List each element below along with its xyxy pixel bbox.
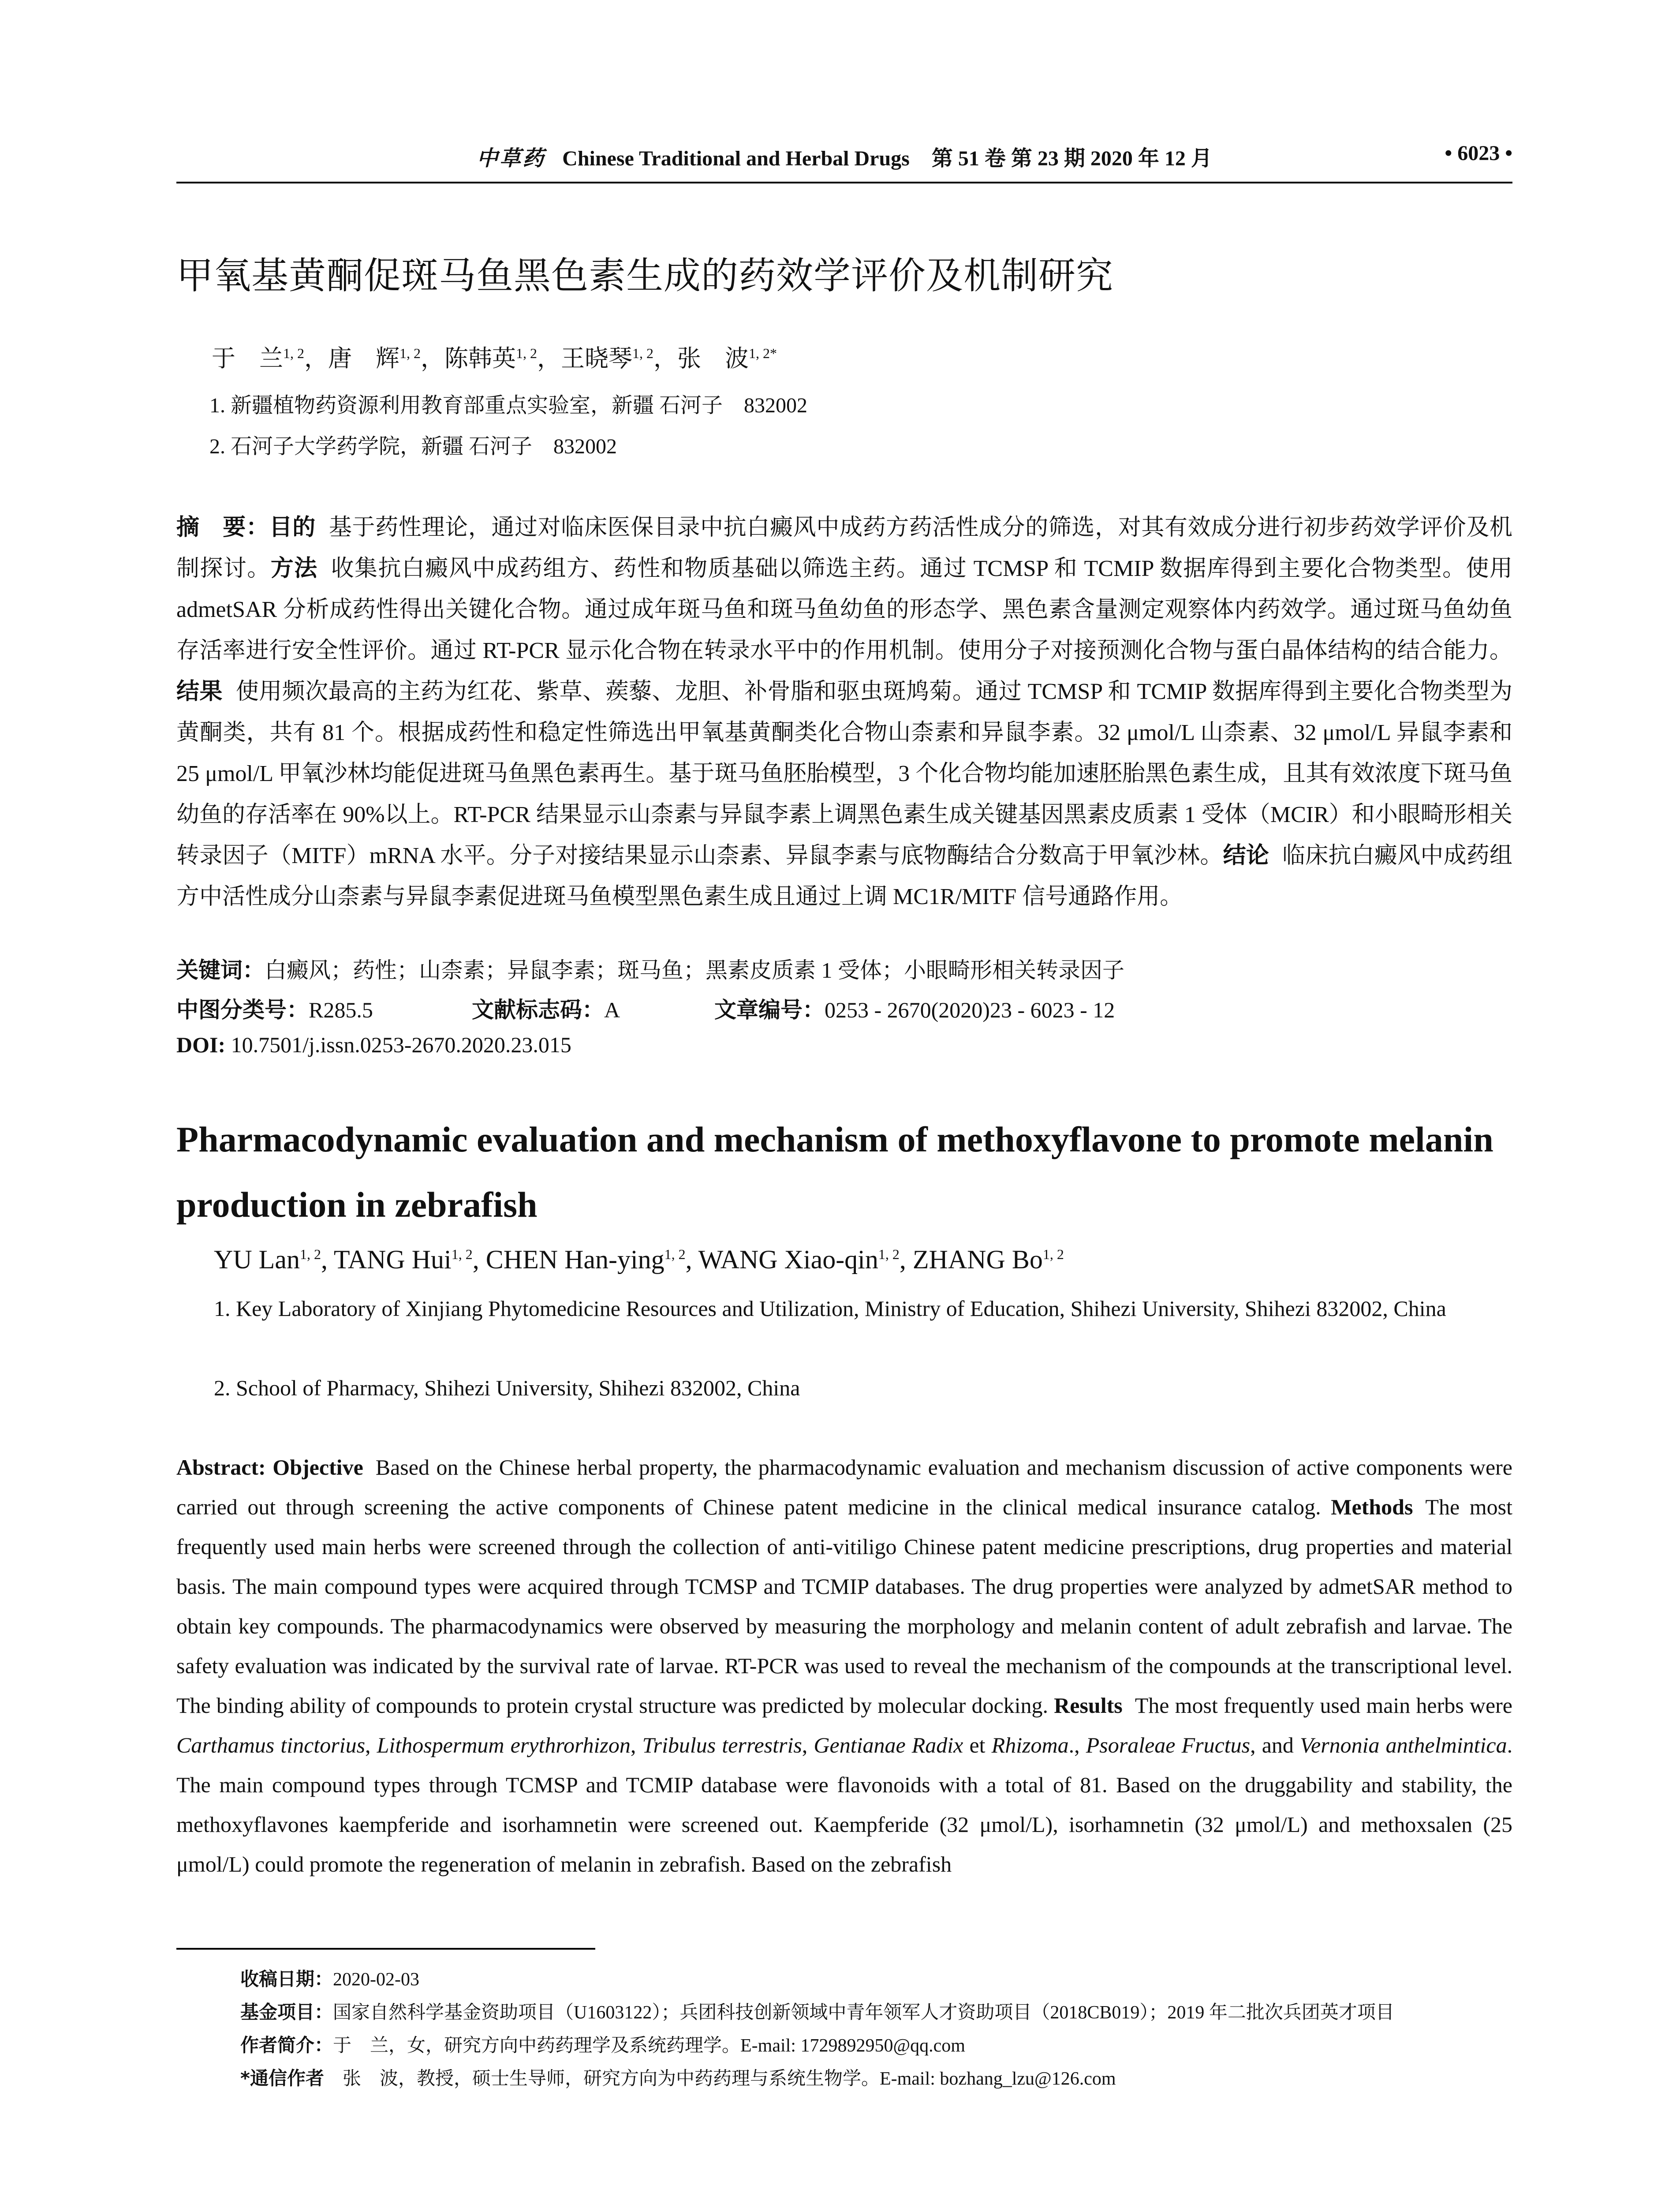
author-affiliation-mark: 1, 2 (516, 345, 537, 361)
author-affiliation-mark: 1, 2 (1042, 1246, 1064, 1262)
footnote-received (240, 1965, 419, 1991)
results-label-en: Results (1054, 1693, 1123, 1718)
footnote-author-bio (240, 2031, 965, 2057)
clc-value: R285.5 (309, 998, 373, 1022)
author-cn (328, 345, 444, 372)
objective-text-en: Based on the Chinese herbal property, the pharmacodynamic evaluation and mechanism discussion of active components were carried out through screening the active components of Chinese patent medicine in the clinical medical insurance catalog. (176, 1455, 1512, 1519)
methods-label-cn: 方法 (270, 555, 318, 582)
affiliation-en-2: 2. School of Pharmacy, Shihezi University, Shihezi 832002, China (214, 1375, 800, 1400)
footnote-label: 作者简介： (240, 2034, 333, 2056)
herb-name: Vernonia anthelmintica (1300, 1733, 1507, 1757)
herb-name: Carthamus tinctorius (176, 1733, 366, 1757)
author-separator: ， (421, 345, 444, 372)
footnote-text: 张 波，教授，硕士生导师，研究方向为中药药理与系统生物学。E-mail: bozhang_lzu@126.com (324, 2069, 1116, 2089)
footnote-corresponding-author (240, 2064, 1116, 2090)
herb-name: Gentianae Radix (814, 1733, 963, 1757)
author-name: TANG Hui (333, 1245, 452, 1274)
author-affiliation-mark: 1, 2 (399, 345, 421, 361)
footnote-funding (240, 1998, 1394, 2024)
author-affiliation-mark: 1, 2 (299, 1246, 321, 1262)
author-en (486, 1245, 698, 1274)
author-cn (561, 345, 677, 372)
keywords-text: 白癜风；药性；山柰素；异鼠李素；斑马鱼；黑素皮质素 1 受体；小眼畸形相关转录因子 (265, 958, 1124, 983)
footnote-text: 国家自然科学基金资助项目（U1603122）；兵团科技创新领域中青年领军人才资助项目（2018CB019）；2019 年二批次兵团英才项目 (333, 2003, 1394, 2023)
author-separator: ， (304, 345, 328, 372)
abstract-label-en: Abstract: (176, 1455, 266, 1480)
abstract-cn (176, 507, 1512, 917)
author-affiliation-mark: 1, 2* (749, 345, 777, 361)
article-no-cell (714, 992, 1115, 1024)
conclusion-label-cn: 结论 (1223, 842, 1269, 869)
objective-label-cn: 目的 (269, 514, 316, 541)
herb-name: Lithospermum erythrorhizon (377, 1733, 631, 1757)
objective-text-cn: 基于药性理论，通过对临床医保目录中抗白癜风中成药方药活性成分的筛选，对其有效成分进行初步药效学评价及机制探讨。 (176, 515, 1512, 581)
doi-value: 10.7501/j.issn.0253-2670.2020.23.015 (231, 1032, 571, 1057)
author-separator: , (472, 1245, 486, 1274)
author-separator: ， (537, 345, 561, 372)
author-name: WANG Xiao-qin (698, 1245, 878, 1274)
author-separator: , (321, 1245, 334, 1274)
keywords-line (176, 953, 1124, 984)
classification-line (176, 992, 1115, 1024)
journal-name-en: Chinese Traditional and Herbal Drugs (562, 147, 910, 170)
methods-text-en: The most frequently used main herbs were screened through the collection of anti-vitiligo Chinese patent medicine prescriptions, drug properties and material basis. The main compound types were acquired through TCMSP and TCMIP databases. The drug properties were analyzed by admetSAR method to obtain key compounds. The pharmacodynamics were observed by measuring the morphology and melanin content of adult zebrafish and larvae. The safety evaluation was indicated by the survival rate of larvae. RT-PCR was used to reveal the mechanism of the compounds at the transcriptional level. The binding ability of compounds to protein crystal structure was predicted by molecular docking. (176, 1495, 1512, 1718)
doc-code-cell (472, 992, 714, 1024)
abstract-label-cn: 摘 要： (176, 514, 269, 541)
author-list-en (214, 1245, 1064, 1275)
footnote-label: *通信作者 (240, 2067, 324, 2089)
author-name: 陈韩英 (444, 345, 516, 372)
running-header (176, 141, 1512, 183)
author-cn (444, 345, 561, 372)
doi-line (176, 1032, 571, 1058)
doi-label: DOI: (176, 1032, 226, 1057)
affiliation-cn-1: 1. 新疆植物药资源利用教育部重点实验室，新疆 石河子 832002 (209, 394, 808, 417)
results-intro-en: The most frequently used main herbs were (1135, 1693, 1513, 1718)
article-no-value: 0253 - 2670(2020)23 - 6023 - 12 (825, 998, 1115, 1022)
running-header-center (176, 141, 1512, 172)
clc-cell (176, 992, 472, 1024)
author-en (698, 1245, 913, 1274)
abstract-en: Abstract: Objective Based on the Chinese herbal property, the pharmacodynamic evaluation and mechanism discussion of active components were carried out through screening the active components of Chinese patent medicine in the clinical medical insurance catalog. Methods The most frequently used main herbs were screened through the collection of anti-vitiligo Chinese patent medicine prescriptions, drug properties and material basis. The main compound types were acquired through TCMSP and TCMIP databases. The drug properties were analyzed by admetSAR method to obtain key compounds. The pharmacodynamics were observed by measuring the morphology and melanin content of adult zebrafish and larvae. The safety evaluation was indicated by the survival rate of larvae. RT-PCR was used to reveal the mechanism of the compounds at the transcriptional level. The binding ability of compounds to protein crystal structure was predicted by molecular docking. Results The most frequently used main herbs were Carthamus tinctorius, Lithospermum erythrorhizon, Tribulus terrestris, Gentianae Radix et Rhizoma., Psoraleae Fructus, and Vernonia anthelmintica. The main compound types through TCMSP and TCMIP database were flavonoids with a total of 81. Based on the druggability and stability, the methoxyflavones kaempferide and isorhamnetin were screened out. Kaempferide (32 μmol/L), isorhamnetin (32 μmol/L) and methoxsalen (25 μmol/L) could promote the regeneration of melanin in zebrafish. Based on the zebrafish (176, 1455, 1513, 1876)
author-name: 唐 辉 (328, 345, 399, 372)
author-separator: ， (653, 345, 677, 372)
affiliation-cn-2: 2. 石河子大学药学院，新疆 石河子 832002 (209, 435, 617, 458)
author-name: 王晓琴 (561, 345, 632, 372)
results-text-cn: 使用频次最高的主药为红花、紫草、蒺藜、龙胆、补骨脂和驱虫斑鸠菊。通过 TCMSP 和 TCMIP 数据库得到主要化合物类型为黄酮类，共有 81 个。根据成药性和稳定性筛选出甲氧基黄酮类化合物山柰素和异鼠李素。32 μmol/L 山柰素、32 μmol/L 异鼠李素和 25 μmol/L 甲氧沙林均能促进斑马鱼黑色素再生。基于斑马鱼胚胎模型，3 个化合物均能加速胚胎黑色素生成，且其有效浓度下斑马鱼幼鱼的存活率在 90%以上。RT-PCR 结果显示山柰素与异鼠李素上调黑色素生成关键基因黑素皮质素 1 受体（MCIR）和小眼畸形相关转录因子（MITF）mRNA 水平。分子对接结果显示山柰素、异鼠李素与底物酶结合分数高于甲氧沙林。 (176, 679, 1512, 868)
objective-label-en: Objective (273, 1455, 363, 1480)
methods-text-cn: 收集抗白癜风中成药组方、药性和物质基础以筛选主药。通过 TCMSP 和 TCMIP 数据库得到主要化合物类型。使用 admetSAR 分析成药性得出关键化合物。通过成年斑马鱼和斑马鱼幼鱼的形态学、黑色素含量测定观察体内药效学。通过斑马鱼幼鱼存活率进行安全性评价。通过 RT-PCR 显示化合物在转录水平中的作用机制。使用分子对接预测化合物与蛋白晶体结构的结合能力。 (176, 556, 1512, 663)
author-name: YU Lan (214, 1245, 300, 1274)
herb-name: Psoraleae Fructus (1086, 1733, 1251, 1757)
clc-label: 中图分类号： (176, 997, 309, 1023)
author-affiliation-mark: 1, 2 (632, 345, 653, 361)
footnote-label: 收稿日期： (240, 1968, 333, 1990)
methods-label-en: Methods (1331, 1495, 1413, 1519)
author-cn (212, 345, 328, 372)
herb-name: Rhizoma (991, 1733, 1069, 1757)
article-title-en: Pharmacodynamic evaluation and mechanism of methoxyflavone to promote melanin production in zebrafish (176, 1119, 1493, 1225)
footnote-label: 基金项目： (240, 2001, 333, 2023)
author-list-cn (212, 340, 777, 374)
author-name: CHEN Han-ying (485, 1245, 665, 1274)
results-label-cn: 结果 (176, 678, 223, 705)
author-separator: , (899, 1245, 913, 1274)
author-affiliation-mark: 1, 2 (878, 1246, 900, 1262)
keywords-label: 关键词： (176, 957, 265, 983)
journal-name-cn: 中草药 (477, 147, 546, 170)
article-no-label: 文章编号： (714, 997, 825, 1023)
footnote-text: 于 兰，女，研究方向中药药理学及系统药理学。E-mail: 1729892950@qq.com (333, 2036, 965, 2056)
author-name: 张 波 (677, 345, 749, 372)
affiliation-en-1: 1. Key Laboratory of Xinjiang Phytomedicine Resources and Utilization, Ministry of Education, Shihezi University, Shihezi 832002, China (214, 1296, 1446, 1321)
issue-info: 第 51 卷 第 23 期 2020 年 12 月 (931, 147, 1212, 170)
herb-conjunction: and (1262, 1733, 1294, 1757)
author-affiliation-mark: 1, 2 (451, 1246, 473, 1262)
footnote-text: 2020-02-03 (333, 1970, 419, 1990)
article-title-cn: 甲氧基黄酮促斑马鱼黑色素生成的药效学评价及机制研究 (176, 254, 1114, 297)
author-affiliation-mark: 1, 2 (664, 1246, 686, 1262)
author-cn (677, 345, 777, 372)
author-en (334, 1245, 486, 1274)
doc-code-label: 文献标志码： (472, 997, 604, 1023)
author-affiliation-mark: 1, 2 (283, 345, 304, 361)
footnote-divider (176, 1948, 595, 1950)
author-separator: , (685, 1245, 698, 1274)
author-name: ZHANG Bo (912, 1245, 1043, 1274)
page-number: • 6023 • (1445, 142, 1512, 165)
author-en (913, 1245, 1064, 1274)
conclusion-text-cn: 临床抗白癜风中成药组方中活性成分山柰素与异鼠李素促进斑马鱼模型黑色素生成且通过上调 MC1R/MITF 信号通路作用。 (176, 843, 1512, 909)
doc-code-value: A (604, 998, 620, 1022)
herb-name: Tribulus terrestris (642, 1733, 802, 1757)
author-name: 于 兰 (212, 345, 283, 372)
herb-conjunction: et (969, 1733, 986, 1757)
author-en (214, 1245, 334, 1274)
results-text-en: . The main compound types through TCMSP and TCMIP database were flavonoids with a total of 81. Based on the druggability and stability, the methoxyflavones kaempferide and isorhamnetin were screened out. Kaempferide (32 μmol/L), isorhamnetin (32 μmol/L) and methoxsalen (25 μmol/L) could promote the regeneration of melanin in zebrafish. Based on the zebrafish (176, 1733, 1513, 1876)
